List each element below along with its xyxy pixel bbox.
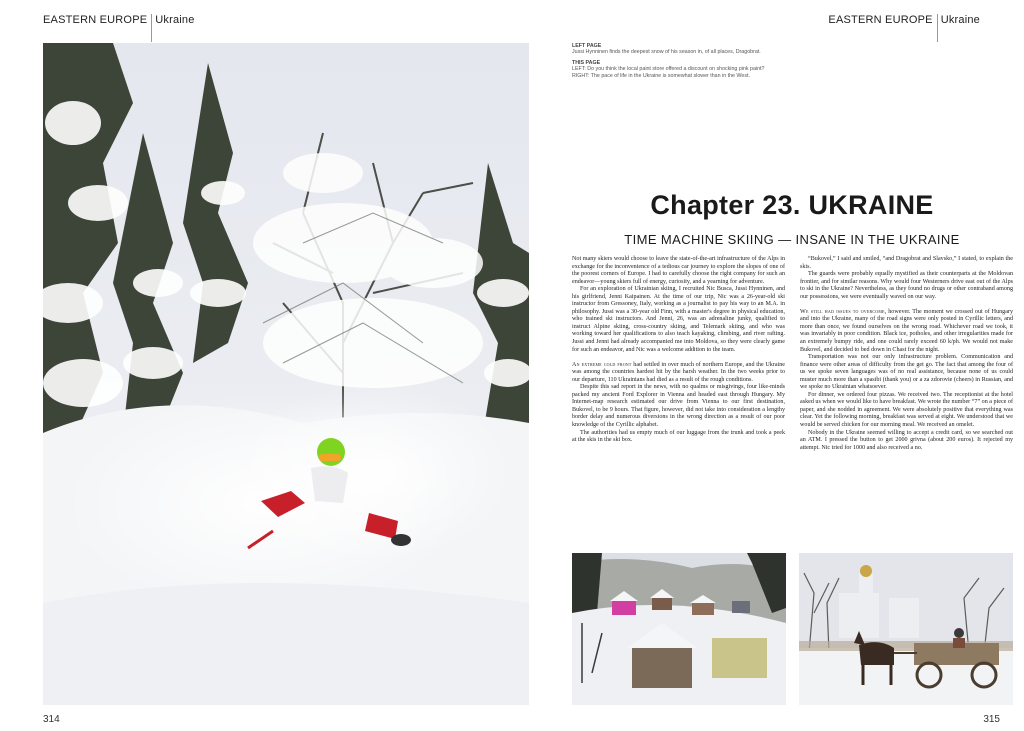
body-paragraph: We still had issues to overcome, however. The moment we crossed out of Hungary and into the Ukraine, many of the road signs were only posted in Cyrillic letters, and more than once, we found ourselves on the wrong road. Whichever road we took, it was invariably in poor condition. Black ice, potholes, and other irregularities made for an extremely bumpy ride, and one could rarely exceed 60 k/ph. We would not make Bukovel, and decided to bed down in Chast for the night. bbox=[800, 308, 1013, 353]
village-photo bbox=[572, 553, 786, 705]
header-divider bbox=[151, 14, 152, 42]
lead-in: An extreme cold front bbox=[572, 361, 632, 368]
caption-text: RIGHT: The pace of life in the Ukraine is somewhat slower than in the West. bbox=[572, 72, 750, 79]
body-paragraph: Nobody in the Ukraine seemed willing to accept a credit card, so we searched out an ATM. I pressed the button to get 2000 grivna (about 200 euros). It rejected my attempt. Nic tried for 1000 and also received a no. bbox=[800, 429, 1013, 451]
body-paragraph: For an exploration of Ukrainian skiing, I recruited Nic Busca, Jussi Hynninen, and his girlfriend, Jenni Kaipainen. At the time of our trip, Nic was a 26-year-old ski instructor from Gressoney, Italy, working as a journalist to pay his way to an M.A. in philosophy. Jussi was a 30-year old Finn, with a master's degree in physical education, who trained ski instructors. And Jenni, 26, was an adrenaline junky, qualified to instruct Alpine skiing, cross-country skiing, and Telemark skiing, and who was working toward her qualifications to also teach kayaking, climbing, and river rafting. Jussi and Jenni had already accompanied me into Moldova, so they were clearly game for such an endeavor, and Nic was a welcome addition to the team. bbox=[572, 286, 785, 353]
page-number-right: 315 bbox=[983, 714, 1000, 725]
running-header-right bbox=[828, 14, 980, 42]
caption-text: LEFT: Do you think the local paint store offered a discount on shocking pink paint? bbox=[572, 66, 765, 73]
body-paragraph: An extreme cold front had settled in over much of northern Europe, and the Ukraine was among the countries hardest hit by the harsh weather. In the two weeks prior to our departure, 110 Ukrainians had died as a result of the rough conditions. bbox=[572, 361, 785, 383]
body-column-1 bbox=[572, 256, 785, 445]
body-paragraph: For dinner, we ordered four pizzas. We received two. The receptionist at the hotel asked us when we would like to have breakfast. We wrote the number “7” on a piece of paper, and she nodded in agreement. We were absolutely positive that everything was clear. Yet the following morning, breakfast was served at eight. We understood that we would be served chicken for our morning meal. We received an omelet. bbox=[800, 391, 1013, 428]
page-number-left: 314 bbox=[43, 714, 60, 725]
skier-photo bbox=[43, 43, 529, 705]
header-country: Ukraine bbox=[155, 14, 195, 26]
lead-in: We still had issues to overcome bbox=[800, 308, 885, 315]
body-paragraph: Transportation was not our only infrastructure problem. Communication and finance were other areas of difficulty from the get go. The fact that among the four of us we spoke seven languages was of no real assistance, because none of us could muster much more than a spasibi (thank you) or a za zdorovie (cheers) in Russian, and we spoke no Ukrainian whatsoever. bbox=[800, 354, 1013, 391]
body-column-2 bbox=[800, 256, 1013, 452]
body-paragraph: The authorities had us empty much of our luggage from the trunk and took a peek at the skis in the ski box. bbox=[572, 429, 785, 444]
running-header-left bbox=[43, 14, 195, 42]
body-paragraph: The guards were probably equally mystified as their counterparts at the Moldovan frontier, and for similar reasons. Why would four Westerners drive east out of the Alps to ski in the Ukraine? Nevertheless, as they found no drugs or other contraband among our possessions, we were eventually waved on our way. bbox=[800, 271, 1013, 300]
horse-cart-photo bbox=[799, 553, 1013, 705]
header-country: Ukraine bbox=[940, 14, 980, 26]
header-divider bbox=[937, 14, 938, 42]
chapter-title: Chapter 23. UKRAINE bbox=[650, 190, 934, 220]
caption-heading: LEFT PAGE bbox=[572, 43, 602, 49]
chapter-subtitle: TIME MACHINE SKIING — INSANE IN THE UKRAINE bbox=[624, 232, 960, 247]
photo-captions bbox=[572, 43, 802, 79]
body-paragraph: Despite this sad report in the news, with no qualms or misgivings, four like-minds packed my ancient Ford Explorer in Vienna and headed east through Hungary. My Internet-map research estimated our drive from Vienna to our first destination, Bukovel, to be 9 hours. That figure, however, did not take into consideration a lengthy border delay and numerous diversions in the wrong direction as a result of our poor knowledge of the Cyrillic alphabet. bbox=[572, 384, 785, 428]
caption-text: Jussi Hynninen finds the deepest snow of his season in, of all places, Dragobrat. bbox=[572, 49, 761, 56]
body-paragraph: Not many skiers would choose to leave the state-of-the-art infrastructure of the Alps in exchange for the inconvenience of a tedious car journey to explore the slopes of one of the poorest corners of Europe. I had to carefully choose the right company for such an endeavor—young skiers full of energy, curiosity, and a yearning for adventure. bbox=[572, 256, 785, 285]
body-paragraph: “Bukovel,” I said and smiled, “and Dragobrat and Slavsko,” I stated, to explain the skis. bbox=[800, 256, 1013, 270]
caption-heading: THIS PAGE bbox=[572, 59, 601, 66]
header-section: EASTERN EUROPE bbox=[828, 14, 933, 26]
header-section: EASTERN EUROPE bbox=[43, 14, 148, 26]
